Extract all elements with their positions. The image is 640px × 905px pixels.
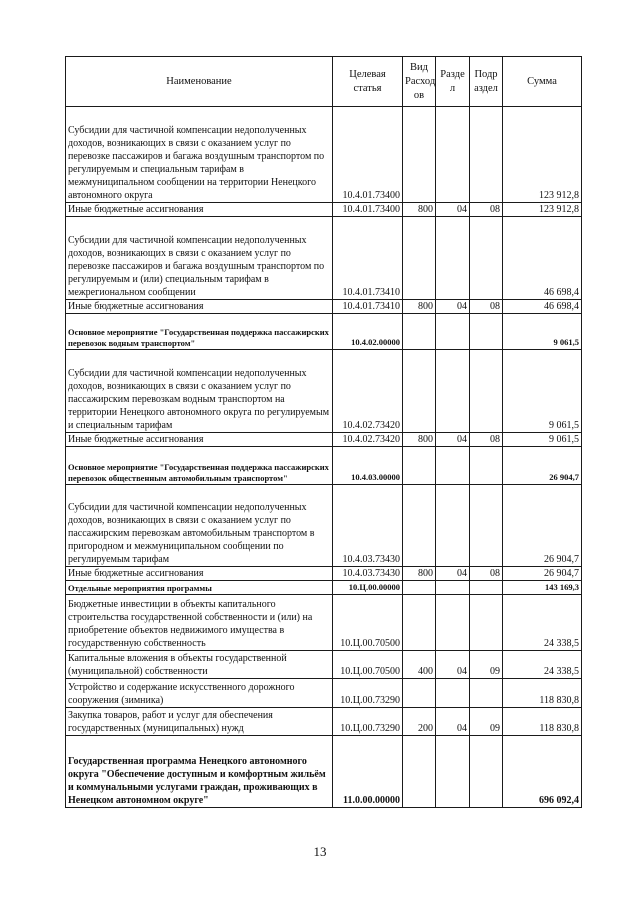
row-subsection: 08: [470, 203, 503, 217]
row-amount: 123 912,8: [503, 203, 582, 217]
row-name: Иные бюджетные ассигнования: [66, 203, 333, 217]
header-sum: Сумма: [503, 57, 582, 107]
row-expense-type: [403, 447, 436, 485]
row-name: Основное мероприятие "Государственная поддержка пассажирских перевозок водным транспортом": [66, 314, 333, 350]
row-expense-type: 800: [403, 433, 436, 447]
table-header-row: [66, 57, 582, 107]
row-section: [436, 314, 470, 350]
row-section: 04: [436, 300, 470, 314]
row-name: Субсидии для частичной компенсации недополученных доходов, возникающих в связи с оказанием услуг по перевозке пассажиров и багажа воздушным транспортом по регулируемым и специальным тарифам в межмуниципальном сообщении на территории Ненецкого автономного округа: [66, 107, 333, 203]
row-target-code: 10.4.01.73400: [333, 107, 403, 203]
header-target-article: Целевая статья: [333, 57, 403, 107]
row-section: 04: [436, 203, 470, 217]
header-expense-type: Вид Расход ов: [403, 57, 436, 107]
row-subsection: [470, 736, 503, 808]
row-target-code: 10.4.02.00000: [333, 314, 403, 350]
row-amount: 46 698,4: [503, 217, 582, 300]
row-expense-type: [403, 581, 436, 595]
row-expense-type: [403, 314, 436, 350]
table-row: [66, 679, 582, 708]
row-amount: 9 061,5: [503, 350, 582, 433]
row-name: Отдельные мероприятия программы: [66, 581, 333, 595]
row-amount: 9 061,5: [503, 433, 582, 447]
row-name: Капитальные вложения в объекты государственной (муниципальной) собственности: [66, 651, 333, 679]
row-subsection: [470, 447, 503, 485]
row-amount: 143 169,3: [503, 581, 582, 595]
row-name: Иные бюджетные ассигнования: [66, 300, 333, 314]
header-subsection: Подр аздел: [470, 57, 503, 107]
row-amount: 26 904,7: [503, 485, 582, 567]
table-row: [66, 350, 582, 433]
row-section: 04: [436, 651, 470, 679]
row-target-code: 10.4.01.73410: [333, 300, 403, 314]
row-section: 04: [436, 433, 470, 447]
row-expense-type: [403, 350, 436, 433]
row-target-code: 10.4.02.73420: [333, 433, 403, 447]
row-amount: 24 338,5: [503, 595, 582, 651]
row-name: Закупка товаров, работ и услуг для обеспечения государственных (муниципальных) нужд: [66, 708, 333, 736]
row-subsection: [470, 217, 503, 300]
row-expense-type: [403, 595, 436, 651]
row-section: [436, 679, 470, 708]
row-name: Иные бюджетные ассигнования: [66, 567, 333, 581]
page-number: 13: [313, 844, 327, 859]
row-subsection: 08: [470, 433, 503, 447]
row-target-code: 10.4.02.73420: [333, 350, 403, 433]
row-subsection: [470, 595, 503, 651]
row-subsection: [470, 581, 503, 595]
row-target-code: 10.Ц.00.00000: [333, 581, 403, 595]
row-amount: 696 092,4: [503, 736, 582, 808]
row-section: 04: [436, 708, 470, 736]
row-section: [436, 485, 470, 567]
table-row: [66, 314, 582, 350]
row-target-code: 10.4.03.73430: [333, 485, 403, 567]
row-expense-type: [403, 736, 436, 808]
row-target-code: 10.4.01.73410: [333, 217, 403, 300]
table-row: [66, 485, 582, 567]
row-target-code: 10.4.03.00000: [333, 447, 403, 485]
row-target-code: 10.Ц.00.73290: [333, 679, 403, 708]
budget-table: [65, 56, 582, 808]
row-amount: 24 338,5: [503, 651, 582, 679]
row-name: Иные бюджетные ассигнования: [66, 433, 333, 447]
row-amount: 9 061,5: [503, 314, 582, 350]
row-amount: 46 698,4: [503, 300, 582, 314]
row-target-code: 10.4.01.73400: [333, 203, 403, 217]
table-row: [66, 217, 582, 300]
row-target-code: 10.Ц.00.70500: [333, 595, 403, 651]
row-section: [436, 217, 470, 300]
row-section: [436, 595, 470, 651]
row-target-code: 10.Ц.00.70500: [333, 651, 403, 679]
row-expense-type: [403, 485, 436, 567]
row-expense-type: 800: [403, 203, 436, 217]
row-subsection: [470, 485, 503, 567]
row-name: Субсидии для частичной компенсации недополученных доходов, возникающих в связи с оказанием услуг по перевозке пассажиров и багажа воздушным транспортом по регулируемым и (или) специальным тарифам в межрегиональном сообщении: [66, 217, 333, 300]
row-section: [436, 581, 470, 595]
row-section: [436, 736, 470, 808]
table-row: [66, 433, 582, 447]
row-expense-type: 200: [403, 708, 436, 736]
row-expense-type: 400: [403, 651, 436, 679]
table-row: [66, 107, 582, 203]
row-section: 04: [436, 567, 470, 581]
row-subsection: [470, 679, 503, 708]
header-section: Разде л: [436, 57, 470, 107]
table-row: [66, 300, 582, 314]
row-name: Бюджетные инвестиции в объекты капитального строительства государственной собственности и (или) на приобретение объектов недвижимого имущества в государственную собственность: [66, 595, 333, 651]
row-target-code: 11.0.00.00000: [333, 736, 403, 808]
row-section: [436, 447, 470, 485]
row-subsection: 09: [470, 651, 503, 679]
row-amount: 118 830,8: [503, 708, 582, 736]
table-row: [66, 581, 582, 595]
table-row: [66, 447, 582, 485]
row-expense-type: [403, 107, 436, 203]
row-section: [436, 350, 470, 433]
row-name: Основное мероприятие "Государственная поддержка пассажирских перевозок общественным автомобильным транспортом": [66, 447, 333, 485]
row-expense-type: [403, 679, 436, 708]
row-subsection: 09: [470, 708, 503, 736]
row-subsection: 08: [470, 567, 503, 581]
row-subsection: 08: [470, 300, 503, 314]
row-subsection: [470, 107, 503, 203]
row-subsection: [470, 350, 503, 433]
row-target-code: 10.Ц.00.73290: [333, 708, 403, 736]
table-row: [66, 651, 582, 679]
row-target-code: 10.4.03.73430: [333, 567, 403, 581]
row-amount: 26 904,7: [503, 447, 582, 485]
row-name: Субсидии для частичной компенсации недополученных доходов, возникающих в связи с оказанием услуг по пассажирским перевозкам автомобильным транспортом в пригородном и межмуниципальном сообщении по регулируемым тарифам: [66, 485, 333, 567]
row-expense-type: 800: [403, 567, 436, 581]
header-name: Наименование: [66, 57, 333, 107]
table-row: [66, 595, 582, 651]
table-row: [66, 567, 582, 581]
row-section: [436, 107, 470, 203]
row-expense-type: [403, 217, 436, 300]
row-amount: 123 912,8: [503, 107, 582, 203]
row-subsection: [470, 314, 503, 350]
table-row: [66, 708, 582, 736]
table-row: [66, 736, 582, 808]
table-row: [66, 203, 582, 217]
row-name: Субсидии для частичной компенсации недополученных доходов, возникающих в связи с оказанием услуг по пассажирским перевозкам водным транспортом на территории Ненецкого автономного округа по регулируемым и специальным тарифам: [66, 350, 333, 433]
row-name: Устройство и содержание искусственного дорожного сооружения (зимника): [66, 679, 333, 708]
row-amount: 118 830,8: [503, 679, 582, 708]
row-amount: 26 904,7: [503, 567, 582, 581]
row-name: Государственная программа Ненецкого автономного округа "Обеспечение доступным и комфортным жильём и коммунальными услугами граждан, проживающих в Ненецком автономном округе": [66, 736, 333, 808]
row-expense-type: 800: [403, 300, 436, 314]
